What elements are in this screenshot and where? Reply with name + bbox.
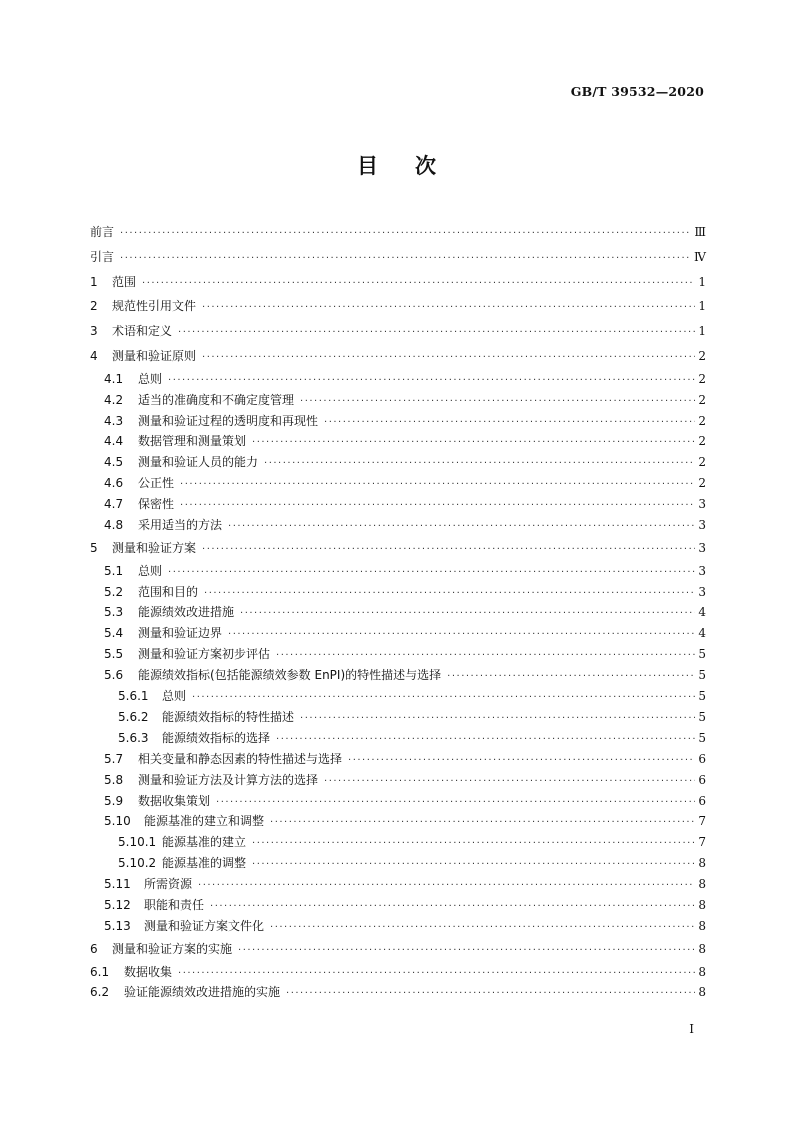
toc-entry-page: 5: [698, 668, 706, 683]
toc-leader-dots: [228, 625, 695, 646]
toc-entry-page: 4: [698, 605, 706, 620]
toc-entry-title: 总则: [138, 563, 163, 578]
toc-entry[interactable]: [90, 344, 706, 369]
toc-entry-page: 3: [698, 563, 706, 578]
toc-entry-title: 测量和验证方案初步评估: [138, 647, 271, 662]
toc-leader-dots: [192, 688, 695, 709]
toc-entry[interactable]: [90, 895, 706, 916]
toc-entry-number: 5.10.1: [118, 835, 157, 850]
toc-entry-number: 4.1: [104, 371, 124, 386]
toc-entry-title: 采用适当的方法: [138, 518, 223, 533]
toc-entry-title: 范围和目的: [138, 584, 199, 599]
toc-leader-dots: [202, 296, 695, 321]
toc-leader-dots: [252, 433, 695, 454]
toc-entry-page: 1: [698, 299, 706, 314]
toc-entry[interactable]: [90, 962, 706, 983]
toc-leader-dots: [204, 584, 695, 605]
toc-entry-number: 5.10: [104, 814, 131, 829]
toc-entry[interactable]: [90, 536, 706, 561]
toc-entry[interactable]: [90, 245, 706, 270]
toc-entry-page: 1: [698, 274, 706, 289]
toc-entry-number: 5.2: [104, 584, 124, 599]
toc-entry-title: 数据收集: [124, 964, 173, 979]
toc-leader-dots: [120, 222, 691, 247]
toc-entry-number: 4.8: [104, 518, 124, 533]
toc-entry-number: 1: [90, 274, 98, 289]
toc-entry-title: 测量和验证方案文件化: [144, 918, 265, 933]
toc-entry-number: 5: [90, 540, 98, 555]
toc-entry-page: 1: [698, 324, 706, 339]
table-of-contents: [90, 220, 706, 1003]
toc-leader-dots: [447, 667, 695, 688]
toc-entry-title: 测量和验证边界: [138, 626, 223, 641]
toc-title: [0, 150, 794, 180]
toc-entry-page: 2: [698, 434, 706, 449]
toc-entry-page: 2: [698, 455, 706, 470]
toc-entry-title: 测量和验证人员的能力: [138, 455, 259, 470]
toc-entry[interactable]: [90, 473, 706, 494]
toc-entry-title: 能源基准的调整: [162, 856, 247, 871]
toc-entry[interactable]: [90, 874, 706, 895]
toc-entry-number: 6: [90, 941, 98, 956]
toc-entry-number: 4: [90, 348, 98, 363]
toc-entry-title: 术语和定义: [112, 324, 173, 339]
toc-entry-page: 6: [698, 751, 706, 766]
toc-entry-page: 2: [698, 392, 706, 407]
toc-entry-number: 2: [90, 299, 98, 314]
toc-entry-page: 3: [698, 497, 706, 512]
toc-entry[interactable]: [90, 623, 706, 644]
toc-entry-number: 4.6: [104, 476, 124, 491]
toc-entry-title: 保密性: [138, 497, 175, 512]
toc-entry[interactable]: [90, 832, 706, 853]
toc-entry-title: 验证能源绩效改进措施的实施: [124, 985, 281, 1000]
toc-entry[interactable]: [90, 294, 706, 319]
toc-entry-title: 相关变量和静态因素的特性描述与选择: [138, 751, 343, 766]
toc-leader-dots: [324, 772, 695, 793]
toc-entry-title: 能源基准的建立和调整: [144, 814, 265, 829]
toc-entry[interactable]: [90, 494, 706, 515]
toc-entry-page: 5: [698, 647, 706, 662]
toc-entry-title: 测量和验证原则: [112, 348, 197, 363]
toc-entry-title: 能源基准的建立: [162, 835, 247, 850]
toc-entry[interactable]: [90, 644, 706, 665]
toc-entry-title: 引言: [90, 249, 115, 264]
toc-entry-number: 5.6.1: [118, 689, 149, 704]
toc-title-part2: 次: [415, 154, 437, 178]
toc-entry[interactable]: [90, 770, 706, 791]
toc-leader-dots: [198, 876, 695, 897]
toc-entry-number: 5.1: [104, 563, 124, 578]
toc-leader-dots: [252, 855, 695, 876]
toc-entry-number: 4.4: [104, 434, 124, 449]
toc-entry-page: 8: [698, 856, 706, 871]
toc-leader-dots: [324, 413, 695, 434]
toc-entry[interactable]: [90, 937, 706, 962]
toc-entry-title: 能源绩效指标的选择: [162, 730, 271, 745]
toc-leader-dots: [210, 897, 695, 918]
toc-leader-dots: [178, 964, 695, 985]
toc-entry-title: 范围: [112, 274, 137, 289]
toc-entry-number: 5.6: [104, 668, 124, 683]
toc-entry-page: 8: [698, 985, 706, 1000]
toc-leader-dots: [270, 918, 695, 939]
toc-leader-dots: [120, 247, 691, 272]
toc-entry-title: 能源绩效指标的特性描述: [162, 709, 295, 724]
toc-entry-page: 7: [698, 835, 706, 850]
toc-entry-page: 5: [698, 709, 706, 724]
toc-entry[interactable]: [90, 602, 706, 623]
toc-entry-number: 5.6.3: [118, 730, 149, 745]
toc-entry[interactable]: [90, 411, 706, 432]
toc-entry-title: 数据收集策划: [138, 793, 211, 808]
toc-entry-title: 职能和责任: [144, 897, 205, 912]
toc-entry-page: 2: [698, 371, 706, 386]
toc-entry[interactable]: [90, 369, 706, 390]
toc-entry[interactable]: [90, 916, 706, 937]
toc-entry[interactable]: [90, 319, 706, 344]
toc-leader-dots: [216, 793, 695, 814]
toc-leader-dots: [264, 454, 695, 475]
toc-leader-dots: [240, 604, 695, 625]
toc-entry[interactable]: [90, 686, 706, 707]
toc-leader-dots: [168, 371, 695, 392]
toc-entry-page: Ⅳ: [694, 249, 706, 264]
toc-title-part1: 目: [357, 154, 379, 178]
toc-entry-number: 5.8: [104, 772, 124, 787]
toc-entry[interactable]: [90, 982, 706, 1003]
toc-entry[interactable]: [90, 270, 706, 295]
toc-leader-dots: [228, 517, 695, 538]
toc-leader-dots: [270, 813, 695, 834]
toc-entry-title: 公正性: [138, 476, 175, 491]
toc-leader-dots: [300, 709, 695, 730]
toc-entry-page: 2: [698, 413, 706, 428]
toc-entry[interactable]: [90, 452, 706, 473]
toc-entry-title: 总则: [162, 689, 187, 704]
toc-entry[interactable]: [90, 582, 706, 603]
toc-entry-title: 测量和验证方案的实施: [112, 941, 233, 956]
toc-leader-dots: [202, 538, 695, 563]
toc-leader-dots: [252, 834, 695, 855]
toc-entry-title: 测量和验证过程的透明度和再现性: [138, 413, 319, 428]
toc-entry-page: 5: [698, 730, 706, 745]
toc-entry[interactable]: [90, 561, 706, 582]
toc-entry-page: 3: [698, 584, 706, 599]
standard-code: GB/T 39532—2020: [570, 84, 704, 99]
toc-entry-title: 适当的准确度和不确定度管理: [138, 392, 295, 407]
toc-leader-dots: [178, 321, 695, 346]
toc-entry-number: 5.11: [104, 877, 131, 892]
toc-entry-number: 3: [90, 324, 98, 339]
footer-page-number: I: [689, 1022, 694, 1036]
toc-entry-title: 测量和验证方案: [112, 540, 197, 555]
toc-entry[interactable]: [90, 431, 706, 452]
toc-entry-title: 测量和验证方法及计算方法的选择: [138, 772, 319, 787]
toc-entry-number: 4.3: [104, 413, 124, 428]
toc-entry-page: 8: [698, 964, 706, 979]
toc-entry[interactable]: [90, 390, 706, 411]
toc-entry-number: 5.6.2: [118, 709, 149, 724]
toc-entry-page: 5: [698, 689, 706, 704]
toc-entry-title: 能源绩效改进措施: [138, 605, 235, 620]
toc-leader-dots: [286, 984, 695, 1005]
toc-leader-dots: [238, 939, 695, 964]
toc-entry-title: 所需资源: [144, 877, 193, 892]
toc-leader-dots: [142, 272, 695, 297]
toc-leader-dots: [348, 751, 695, 772]
toc-entry[interactable]: [90, 791, 706, 812]
toc-leader-dots: [276, 730, 695, 751]
toc-entry-page: 3: [698, 540, 706, 555]
toc-entry-page: 7: [698, 814, 706, 829]
toc-leader-dots: [168, 563, 695, 584]
toc-entry-title: 总则: [138, 371, 163, 386]
toc-entry-number: 5.3: [104, 605, 124, 620]
toc-entry-title: 数据管理和测量策划: [138, 434, 247, 449]
toc-entry-page: 8: [698, 918, 706, 933]
toc-entry-page: 2: [698, 348, 706, 363]
toc-entry[interactable]: [90, 707, 706, 728]
toc-entry[interactable]: [90, 728, 706, 749]
toc-entry-page: Ⅲ: [694, 225, 706, 239]
toc-entry-number: 4.5: [104, 455, 124, 470]
toc-entry[interactable]: [90, 220, 706, 245]
toc-leader-dots: [276, 646, 695, 667]
toc-entry-number: 6.2: [90, 985, 110, 1000]
toc-leader-dots: [300, 392, 695, 413]
toc-leader-dots: [180, 496, 695, 517]
toc-entry-page: 6: [698, 772, 706, 787]
toc-leader-dots: [180, 475, 695, 496]
toc-entry[interactable]: [90, 749, 706, 770]
toc-entry-page: 2: [698, 476, 706, 491]
toc-entry-number: 4.2: [104, 392, 124, 407]
toc-entry-page: 8: [698, 877, 706, 892]
toc-entry-page: 8: [698, 897, 706, 912]
toc-entry-number: 5.7: [104, 751, 124, 766]
toc-entry-page: 6: [698, 793, 706, 808]
toc-leader-dots: [202, 346, 695, 371]
toc-entry-page: 4: [698, 626, 706, 641]
toc-entry-number: 4.7: [104, 497, 124, 512]
toc-entry-title: 前言: [90, 225, 115, 239]
toc-entry-number: 5.5: [104, 647, 124, 662]
toc-entry-page: 8: [698, 941, 706, 956]
toc-entry-number: 6.1: [90, 964, 110, 979]
toc-entry-number: 5.12: [104, 897, 131, 912]
toc-entry[interactable]: [90, 665, 706, 686]
toc-entry-number: 5.4: [104, 626, 124, 641]
toc-entry-number: 5.13: [104, 918, 131, 933]
toc-entry[interactable]: [90, 515, 706, 536]
toc-entry-title: 能源绩效指标(包括能源绩效参数 EnPI)的特性描述与选择: [138, 668, 442, 683]
toc-entry[interactable]: [90, 811, 706, 832]
toc-entry-title: 规范性引用文件: [112, 299, 197, 314]
toc-entry-number: 5.9: [104, 793, 124, 808]
toc-entry[interactable]: [90, 853, 706, 874]
toc-entry-number: 5.10.2: [118, 856, 157, 871]
toc-entry-page: 3: [698, 518, 706, 533]
